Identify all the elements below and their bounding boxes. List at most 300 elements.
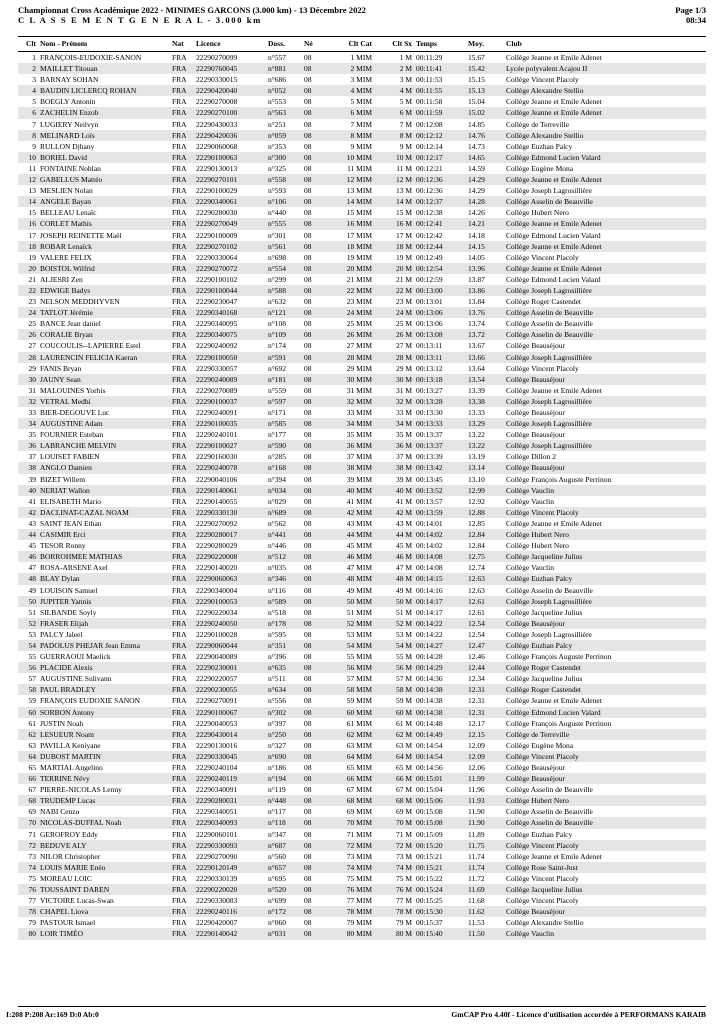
- cell-club: Collège Hubert Nero: [504, 540, 706, 551]
- cell-time: 00:13:27: [414, 385, 466, 396]
- cell-born: 08: [302, 640, 324, 651]
- cell-bib: n°698: [266, 252, 302, 263]
- cell-speed: 13.66: [466, 352, 504, 363]
- report-title: Championnat Cross Académique 2022 - MINIMES GARCONS (3.000 km) - 13 Décembre 2022: [18, 5, 366, 15]
- cell-time: 00:15:24: [414, 884, 466, 895]
- table-row: [18, 63, 706, 74]
- cell-clt: 70: [18, 817, 38, 828]
- cell-name: LESUEUR Noam: [38, 729, 170, 740]
- cell-speed: 13.22: [466, 429, 504, 440]
- results-body: [18, 52, 706, 940]
- cell-sex-rank: 48 M: [374, 573, 414, 584]
- footer-divider: [18, 1006, 706, 1007]
- cell-born: 08: [302, 817, 324, 828]
- cell-name: SILBANDE Soyly: [38, 607, 170, 618]
- table-row: [18, 352, 706, 363]
- cell-time: 00:12:38: [414, 207, 466, 218]
- cell-sex-rank: 31 M: [374, 385, 414, 396]
- header-right: [675, 5, 706, 25]
- cell-bib: n°558: [266, 174, 302, 185]
- table-row: [18, 474, 706, 485]
- cell-clt: 17: [18, 230, 38, 241]
- cell-speed: 14.26: [466, 207, 504, 218]
- cell-sex-rank: 8 M: [374, 130, 414, 141]
- cell-born: 08: [302, 318, 324, 329]
- table-row: [18, 585, 706, 596]
- cell-nat: FRA: [170, 928, 194, 939]
- col-header-cat-rank: Clt Cat: [324, 37, 374, 52]
- cell-club: Collège Joseph Lagrosillière: [504, 418, 706, 429]
- cell-bib: n°441: [266, 529, 302, 540]
- cell-bib: n°397: [266, 718, 302, 729]
- cell-bib: n°031: [266, 928, 302, 939]
- cell-licence: 22290100053: [194, 596, 266, 607]
- table-row: [18, 573, 706, 584]
- cell-nat: FRA: [170, 96, 194, 107]
- table-row: [18, 529, 706, 540]
- table-row: [18, 607, 706, 618]
- table-row: [18, 185, 706, 196]
- cell-born: 08: [302, 773, 324, 784]
- cell-time: 00:13:11: [414, 352, 466, 363]
- cell-name: BIZET Willem: [38, 474, 170, 485]
- cell-licence: 22290220057: [194, 673, 266, 684]
- table-row: [18, 629, 706, 640]
- cell-bib: n°591: [266, 352, 302, 363]
- cell-licence: 22290240119: [194, 773, 266, 784]
- cell-cat-rank: 50 MIM: [324, 596, 374, 607]
- cell-cat-rank: 75 MIM: [324, 873, 374, 884]
- cell-clt: 32: [18, 396, 38, 407]
- cell-name: LOUISON Samuel: [38, 585, 170, 596]
- table-row: [18, 806, 706, 817]
- cell-name: TERRINE Névy: [38, 773, 170, 784]
- cell-time: 00:14:17: [414, 607, 466, 618]
- cell-clt: 38: [18, 462, 38, 473]
- cell-name: LOUISET FABIEN: [38, 451, 170, 462]
- cell-clt: 62: [18, 729, 38, 740]
- cell-name: PIERRE-NICOLAS Lenny: [38, 784, 170, 795]
- cell-club: Collège Hubert Nero: [504, 529, 706, 540]
- cell-name: TRUDEMP Lucas: [38, 795, 170, 806]
- cell-bib: n°106: [266, 196, 302, 207]
- cell-nat: FRA: [170, 640, 194, 651]
- cell-club: Collège Euzhan Palcy: [504, 640, 706, 651]
- cell-time: 00:14:54: [414, 740, 466, 751]
- cell-bib: n°687: [266, 840, 302, 851]
- cell-sex-rank: 26 M: [374, 329, 414, 340]
- cell-club: Collège Edmond Lucien Valard: [504, 230, 706, 241]
- cell-speed: 11.62: [466, 906, 504, 917]
- cell-sex-rank: 74 M: [374, 862, 414, 873]
- cell-time: 00:15:21: [414, 862, 466, 873]
- cell-nat: FRA: [170, 218, 194, 229]
- cell-speed: 14.28: [466, 196, 504, 207]
- cell-speed: 12.84: [466, 540, 504, 551]
- cell-name: CORALIE Bryan: [38, 329, 170, 340]
- cell-nat: FRA: [170, 485, 194, 496]
- cell-cat-rank: 17 MIM: [324, 230, 374, 241]
- cell-speed: 15.15: [466, 74, 504, 85]
- cell-time: 00:12:44: [414, 241, 466, 252]
- cell-nat: FRA: [170, 540, 194, 551]
- cell-sex-rank: 1 M: [374, 52, 414, 64]
- cell-sex-rank: 69 M: [374, 806, 414, 817]
- cell-speed: 13.33: [466, 407, 504, 418]
- table-row: [18, 429, 706, 440]
- table-row: [18, 718, 706, 729]
- cell-born: 08: [302, 63, 324, 74]
- cell-born: 08: [302, 385, 324, 396]
- cell-time: 00:15:09: [414, 829, 466, 840]
- cell-club: Collège Euzhan Palcy: [504, 573, 706, 584]
- cell-cat-rank: 28 MIM: [324, 352, 374, 363]
- cell-cat-rank: 4 MIM: [324, 85, 374, 96]
- cell-born: 08: [302, 496, 324, 507]
- cell-cat-rank: 3 MIM: [324, 74, 374, 85]
- cell-born: 08: [302, 440, 324, 451]
- cell-bib: n°635: [266, 662, 302, 673]
- cell-born: 08: [302, 329, 324, 340]
- cell-clt: 2: [18, 63, 38, 74]
- cell-name: ANGELE Bayan: [38, 196, 170, 207]
- cell-nat: FRA: [170, 141, 194, 152]
- cell-name: GEROFROY Eddy: [38, 829, 170, 840]
- cell-cat-rank: 76 MIM: [324, 884, 374, 895]
- cell-time: 00:13:30: [414, 407, 466, 418]
- cell-sex-rank: 23 M: [374, 296, 414, 307]
- cell-nat: FRA: [170, 673, 194, 684]
- cell-time: 00:13:18: [414, 374, 466, 385]
- cell-clt: 36: [18, 440, 38, 451]
- cell-club: Collège Vincent Placoly: [504, 252, 706, 263]
- cell-sex-rank: 78 M: [374, 906, 414, 917]
- cell-cat-rank: 11 MIM: [324, 163, 374, 174]
- cell-cat-rank: 29 MIM: [324, 363, 374, 374]
- cell-bib: n°034: [266, 485, 302, 496]
- cell-bib: n°699: [266, 895, 302, 906]
- cell-nat: FRA: [170, 474, 194, 485]
- cell-bib: n°177: [266, 429, 302, 440]
- cell-club: Collège Hubert Nero: [504, 207, 706, 218]
- cell-nat: FRA: [170, 585, 194, 596]
- cell-born: 08: [302, 196, 324, 207]
- cell-cat-rank: 69 MIM: [324, 806, 374, 817]
- cell-clt: 40: [18, 485, 38, 496]
- cell-time: 00:12:42: [414, 230, 466, 241]
- cell-bib: n°346: [266, 573, 302, 584]
- cell-sex-rank: 54 M: [374, 640, 414, 651]
- cell-name: EDWIGE Badys: [38, 285, 170, 296]
- cell-clt: 66: [18, 773, 38, 784]
- cell-bib: n°553: [266, 96, 302, 107]
- cell-speed: 13.14: [466, 462, 504, 473]
- cell-nat: FRA: [170, 662, 194, 673]
- cell-time: 00:14:22: [414, 618, 466, 629]
- cell-nat: FRA: [170, 496, 194, 507]
- cell-cat-rank: 51 MIM: [324, 607, 374, 618]
- cell-name: FRANÇOIS-EUDOXIE-SANON: [38, 52, 170, 64]
- cell-sex-rank: 65 M: [374, 762, 414, 773]
- cell-time: 00:15:30: [414, 906, 466, 917]
- cell-nat: FRA: [170, 784, 194, 795]
- cell-licence: 22290240078: [194, 462, 266, 473]
- cell-born: 08: [302, 762, 324, 773]
- table-row: [18, 829, 706, 840]
- cell-born: 08: [302, 707, 324, 718]
- cell-bib: n°597: [266, 396, 302, 407]
- cell-name: MESLIEN Nolan: [38, 185, 170, 196]
- cell-time: 00:15:04: [414, 784, 466, 795]
- cell-sex-rank: 62 M: [374, 729, 414, 740]
- cell-clt: 20: [18, 263, 38, 274]
- cell-nat: FRA: [170, 707, 194, 718]
- cell-club: Collège Asselin de Beauville: [504, 307, 706, 318]
- cell-speed: 13.74: [466, 318, 504, 329]
- cell-born: 08: [302, 718, 324, 729]
- cell-name: ROBAR Lenaïck: [38, 241, 170, 252]
- cell-time: 00:15:06: [414, 795, 466, 806]
- cell-sex-rank: 77 M: [374, 895, 414, 906]
- cell-cat-rank: 68 MIM: [324, 795, 374, 806]
- table-row: [18, 440, 706, 451]
- cell-name: NELSON MEDDHYVEN: [38, 296, 170, 307]
- table-row: [18, 119, 706, 130]
- cell-cat-rank: 49 MIM: [324, 585, 374, 596]
- cell-born: 08: [302, 263, 324, 274]
- cell-name: NICOLAS-DUFFAL Noah: [38, 817, 170, 828]
- cell-sex-rank: 68 M: [374, 795, 414, 806]
- cell-sex-rank: 7 M: [374, 119, 414, 130]
- cell-cat-rank: 16 MIM: [324, 218, 374, 229]
- cell-nat: FRA: [170, 429, 194, 440]
- cell-sex-rank: 34 M: [374, 418, 414, 429]
- cell-clt: 47: [18, 562, 38, 573]
- cell-name: JUSTIN Noah: [38, 718, 170, 729]
- cell-bib: n°059: [266, 130, 302, 141]
- cell-licence: 22290330130: [194, 507, 266, 518]
- results-table-wrapper: [18, 36, 706, 940]
- cell-nat: FRA: [170, 119, 194, 130]
- cell-club: Collège Edmond Lucien Valard: [504, 274, 706, 285]
- cell-speed: 12.44: [466, 662, 504, 673]
- cell-cat-rank: 53 MIM: [324, 629, 374, 640]
- cell-licence: 22290270099: [194, 52, 266, 64]
- cell-club: Collège François Auguste Perrinon: [504, 474, 706, 485]
- cell-nat: FRA: [170, 762, 194, 773]
- cell-club: Collège Roger Castendet: [504, 296, 706, 307]
- cell-nat: FRA: [170, 718, 194, 729]
- cell-speed: 14.21: [466, 218, 504, 229]
- cell-born: 08: [302, 141, 324, 152]
- cell-nat: FRA: [170, 230, 194, 241]
- cell-clt: 39: [18, 474, 38, 485]
- cell-name: LABRANCHE MELVIN: [38, 440, 170, 451]
- cell-name: BORROHMEE MATHIAS: [38, 551, 170, 562]
- cell-cat-rank: 26 MIM: [324, 329, 374, 340]
- cell-clt: 22: [18, 285, 38, 296]
- cell-clt: 14: [18, 196, 38, 207]
- cell-clt: 69: [18, 806, 38, 817]
- cell-bib: n°448: [266, 795, 302, 806]
- cell-time: 00:15:37: [414, 917, 466, 928]
- table-row: [18, 130, 706, 141]
- cell-cat-rank: 59 MIM: [324, 695, 374, 706]
- cell-clt: 26: [18, 329, 38, 340]
- cell-licence: 22290240092: [194, 340, 266, 351]
- cell-time: 00:12:14: [414, 141, 466, 152]
- cell-clt: 16: [18, 218, 38, 229]
- cell-cat-rank: 42 MIM: [324, 507, 374, 518]
- cell-clt: 7: [18, 119, 38, 130]
- cell-licence: 22290340004: [194, 585, 266, 596]
- cell-time: 00:15:40: [414, 928, 466, 939]
- cell-sex-rank: 33 M: [374, 407, 414, 418]
- cell-cat-rank: 63 MIM: [324, 740, 374, 751]
- cell-name: FRANÇOIS EUDOXIE SANON: [38, 695, 170, 706]
- table-row: [18, 263, 706, 274]
- cell-name: NABI Cenzo: [38, 806, 170, 817]
- table-row: [18, 917, 706, 928]
- cell-club: Lycée polyvalent Acajou II: [504, 63, 706, 74]
- cell-name: BLAY Dylan: [38, 573, 170, 584]
- cell-name: BIER-DEGOUVE Luc: [38, 407, 170, 418]
- cell-time: 00:14:08: [414, 562, 466, 573]
- cell-name: PAVILLA Keniyane: [38, 740, 170, 751]
- cell-licence: 22290060063: [194, 573, 266, 584]
- report-header: [18, 5, 706, 33]
- cell-sex-rank: 3 M: [374, 74, 414, 85]
- table-row: [18, 562, 706, 573]
- cell-club: Collège Asselin de Beauville: [504, 318, 706, 329]
- cell-nat: FRA: [170, 596, 194, 607]
- cell-licence: 22290140020: [194, 562, 266, 573]
- cell-licence: 22290340051: [194, 806, 266, 817]
- table-row: [18, 407, 706, 418]
- cell-time: 00:13:01: [414, 296, 466, 307]
- cell-cat-rank: 56 MIM: [324, 662, 374, 673]
- cell-name: MOREAU LOIC: [38, 873, 170, 884]
- cell-clt: 59: [18, 695, 38, 706]
- cell-club: Collège Joseph Lagrosillière: [504, 629, 706, 640]
- cell-sex-rank: 70 M: [374, 817, 414, 828]
- cell-sex-rank: 56 M: [374, 662, 414, 673]
- cell-clt: 54: [18, 640, 38, 651]
- cell-cat-rank: 65 MIM: [324, 762, 374, 773]
- cell-born: 08: [302, 451, 324, 462]
- cell-clt: 19: [18, 252, 38, 263]
- cell-nat: FRA: [170, 729, 194, 740]
- cell-nat: FRA: [170, 340, 194, 351]
- cell-bib: n°351: [266, 640, 302, 651]
- cell-licence: 22290270072: [194, 263, 266, 274]
- cell-clt: 60: [18, 707, 38, 718]
- cell-time: 00:13:00: [414, 285, 466, 296]
- cell-name: LUGIERY Neilvyn: [38, 119, 170, 130]
- cell-bib: n°440: [266, 207, 302, 218]
- cell-name: BOEGLY Antonin: [38, 96, 170, 107]
- cell-clt: 21: [18, 274, 38, 285]
- cell-clt: 8: [18, 130, 38, 141]
- cell-sex-rank: 21 M: [374, 274, 414, 285]
- cell-speed: 11.74: [466, 851, 504, 862]
- cell-licence: 22290100028: [194, 629, 266, 640]
- cell-time: 00:13:42: [414, 462, 466, 473]
- cell-name: SORBON Antony: [38, 707, 170, 718]
- cell-clt: 41: [18, 496, 38, 507]
- cell-name: JUPITER Yannis: [38, 596, 170, 607]
- cell-name: GUERRAOUI Maelick: [38, 651, 170, 662]
- cell-licence: 22290140055: [194, 496, 266, 507]
- cell-licence: 22290420007: [194, 917, 266, 928]
- cell-speed: 14.29: [466, 185, 504, 196]
- cell-clt: 44: [18, 529, 38, 540]
- cell-nat: FRA: [170, 917, 194, 928]
- cell-cat-rank: 55 MIM: [324, 651, 374, 662]
- table-row: [18, 107, 706, 118]
- cell-club: Collège Vauclin: [504, 485, 706, 496]
- cell-cat-rank: 6 MIM: [324, 107, 374, 118]
- cell-bib: n°186: [266, 762, 302, 773]
- cell-club: Collège Jeanne et Emile Adenet: [504, 174, 706, 185]
- cell-bib: n°560: [266, 851, 302, 862]
- table-row: [18, 862, 706, 873]
- cell-bib: n°562: [266, 518, 302, 529]
- cell-sex-rank: 18 M: [374, 241, 414, 252]
- cell-nat: FRA: [170, 52, 194, 64]
- cell-cat-rank: 24 MIM: [324, 307, 374, 318]
- cell-name: BELLEAU Lenaïc: [38, 207, 170, 218]
- table-row: [18, 163, 706, 174]
- cell-name: MELINARD Loïs: [38, 130, 170, 141]
- cell-sex-rank: 27 M: [374, 340, 414, 351]
- cell-bib: n°511: [266, 673, 302, 684]
- cell-nat: FRA: [170, 684, 194, 695]
- cell-licence: 22290220008: [194, 551, 266, 562]
- cell-time: 00:15:08: [414, 817, 466, 828]
- cell-cat-rank: 33 MIM: [324, 407, 374, 418]
- cell-licence: 22290330093: [194, 840, 266, 851]
- cell-clt: 28: [18, 352, 38, 363]
- cell-club: Collège Joseph Lagrosillière: [504, 352, 706, 363]
- cell-bib: n°251: [266, 119, 302, 130]
- cell-cat-rank: 79 MIM: [324, 917, 374, 928]
- cell-cat-rank: 32 MIM: [324, 396, 374, 407]
- cell-name: DACLINAT-CAZAL NOAM: [38, 507, 170, 518]
- table-row: [18, 884, 706, 895]
- cell-born: 08: [302, 207, 324, 218]
- cell-sex-rank: 10 M: [374, 152, 414, 163]
- cell-bib: n°396: [266, 651, 302, 662]
- cell-licence: 22290100050: [194, 352, 266, 363]
- col-header-time: Temps: [414, 37, 466, 52]
- cell-cat-rank: 5 MIM: [324, 96, 374, 107]
- cell-nat: FRA: [170, 152, 194, 163]
- cell-clt: 33: [18, 407, 38, 418]
- cell-club: Collège Joseph Lagrosillière: [504, 396, 706, 407]
- cell-born: 08: [302, 485, 324, 496]
- cell-sex-rank: 67 M: [374, 784, 414, 795]
- cell-bib: n°109: [266, 329, 302, 340]
- col-header-speed: Moy.: [466, 37, 504, 52]
- cell-cat-rank: 60 MIM: [324, 707, 374, 718]
- cell-club: Collège Roger Castendet: [504, 684, 706, 695]
- cell-clt: 30: [18, 374, 38, 385]
- cell-bib: n°634: [266, 684, 302, 695]
- cell-name: PAUL BRADLEY: [38, 684, 170, 695]
- cell-licence: 22290330015: [194, 74, 266, 85]
- table-row: [18, 196, 706, 207]
